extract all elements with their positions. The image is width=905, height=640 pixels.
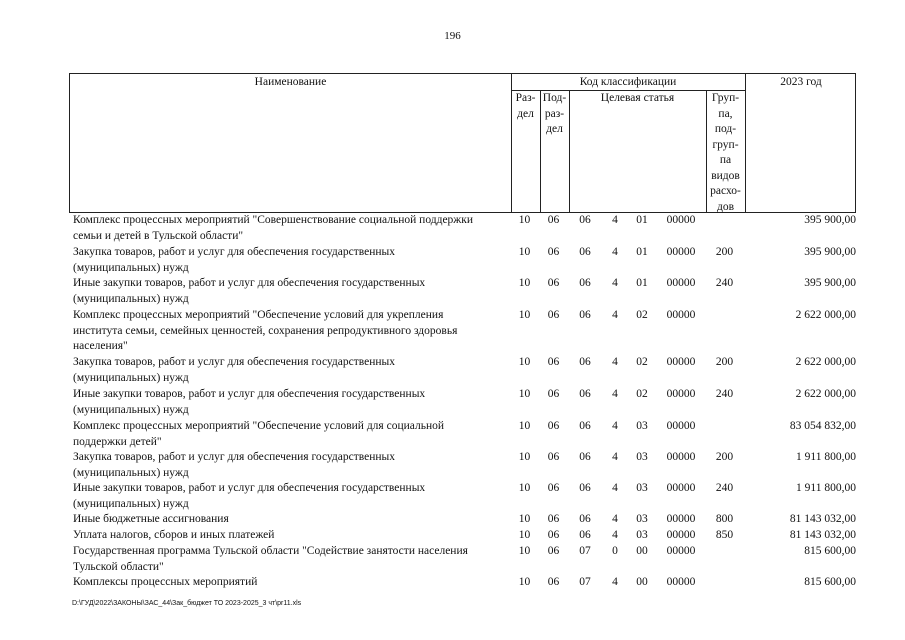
- cell-target-4: 00000: [666, 513, 696, 525]
- cell-razdel: 10: [518, 388, 531, 400]
- table-row: [69, 387, 856, 419]
- row-name: Государственная программа Тульской области "Содействие занятости населения Тульской области": [73, 545, 468, 573]
- cell-razdel: 10: [518, 309, 531, 321]
- table-row: [69, 528, 856, 544]
- cell-target-1: 06: [579, 246, 591, 258]
- cell-amount: 1 911 800,00: [796, 482, 856, 494]
- cell-target-1: 06: [579, 214, 591, 226]
- row-name: Иные закупки товаров, работ и услуг для обеспечения государственных (муниципальных) нужд: [73, 277, 426, 305]
- cell-target-4: 00000: [666, 529, 696, 541]
- cell-podrazdel: 06: [547, 214, 560, 226]
- cell-target-2: 4: [612, 214, 618, 226]
- table-row: [69, 575, 856, 591]
- cell-amount: 815 600,00: [804, 545, 856, 557]
- header-divider: [569, 90, 570, 212]
- header-group: Груп- па, под- груп- па видов расхо- дов: [710, 92, 741, 213]
- cell-target-2: 4: [612, 388, 618, 400]
- cell-target-1: 06: [579, 388, 591, 400]
- cell-razdel: 10: [518, 214, 531, 226]
- cell-target-3: 00: [636, 545, 648, 557]
- cell-amount: 1 911 800,00: [796, 451, 856, 463]
- cell-podrazdel: 06: [547, 420, 560, 432]
- cell-target-2: 4: [612, 451, 618, 463]
- cell-target-2: 4: [612, 482, 618, 494]
- cell-target-4: 00000: [666, 451, 696, 463]
- table-header: [69, 73, 856, 213]
- cell-target-2: 4: [612, 277, 618, 289]
- row-name: Комплекс процессных мероприятий "Обеспечение условий для социальной поддержки детей": [73, 420, 444, 448]
- cell-target-1: 06: [579, 356, 591, 368]
- cell-razdel: 10: [518, 246, 531, 258]
- cell-podrazdel: 06: [547, 277, 560, 289]
- cell-target-4: 00000: [666, 545, 696, 557]
- cell-amount: 2 622 000,00: [795, 388, 856, 400]
- cell-razdel: 10: [518, 576, 531, 588]
- cell-razdel: 10: [518, 482, 531, 494]
- table-row: [69, 355, 856, 387]
- cell-group: 200: [715, 451, 734, 463]
- cell-target-1: 06: [579, 277, 591, 289]
- cell-amount: 815 600,00: [804, 576, 856, 588]
- cell-podrazdel: 06: [547, 482, 560, 494]
- table-row: [69, 308, 856, 355]
- cell-amount: 81 143 032,00: [789, 513, 856, 525]
- cell-podrazdel: 06: [547, 246, 560, 258]
- row-name: Уплата налогов, сборов и иных платежей: [73, 529, 275, 541]
- cell-amount: 2 622 000,00: [795, 309, 856, 321]
- page-number: 196: [444, 30, 461, 42]
- cell-amount: 395 900,00: [804, 214, 856, 226]
- cell-target-4: 00000: [666, 246, 696, 258]
- cell-target-1: 07: [579, 576, 591, 588]
- table-row: [69, 245, 856, 276]
- table-row: [69, 419, 856, 450]
- cell-target-3: 01: [636, 214, 648, 226]
- cell-podrazdel: 06: [547, 529, 560, 541]
- cell-group: 850: [715, 529, 734, 541]
- cell-target-4: 00000: [666, 388, 696, 400]
- cell-razdel: 10: [518, 545, 531, 557]
- cell-target-1: 06: [579, 482, 591, 494]
- cell-razdel: 10: [518, 420, 531, 432]
- header-year: 2023 год: [780, 76, 822, 88]
- cell-target-1: 06: [579, 451, 591, 463]
- table-row: [69, 276, 856, 308]
- cell-razdel: 10: [518, 451, 531, 463]
- cell-target-2: 0: [612, 545, 618, 557]
- cell-podrazdel: 06: [547, 451, 560, 463]
- cell-razdel: 10: [518, 277, 531, 289]
- cell-target-3: 03: [636, 529, 648, 541]
- cell-razdel: 10: [518, 529, 531, 541]
- cell-target-3: 02: [636, 388, 648, 400]
- table-row: [69, 450, 856, 481]
- cell-razdel: 10: [518, 356, 531, 368]
- cell-podrazdel: 06: [547, 545, 560, 557]
- cell-target-1: 06: [579, 529, 591, 541]
- cell-razdel: 10: [518, 513, 531, 525]
- cell-target-3: 02: [636, 356, 648, 368]
- cell-amount: 2 622 000,00: [795, 356, 856, 368]
- file-path-footer: D:\ГУД\2022\ЗАКОНЫ\ЗАС_44\Зак_бюджет ТО 2023-2025_3 чт\pr11.xls: [72, 600, 302, 607]
- row-name: Закупка товаров, работ и услуг для обеспечения государственных (муниципальных) нужд: [73, 356, 396, 384]
- cell-target-3: 03: [636, 451, 648, 463]
- cell-target-2: 4: [612, 309, 618, 321]
- cell-target-2: 4: [612, 356, 618, 368]
- table-row: [69, 544, 856, 575]
- cell-target-3: 02: [636, 309, 648, 321]
- cell-podrazdel: 06: [547, 356, 560, 368]
- table-body: [69, 213, 856, 591]
- cell-target-4: 00000: [666, 576, 696, 588]
- cell-target-1: 07: [579, 545, 591, 557]
- cell-group: 200: [715, 246, 734, 258]
- cell-target-2: 4: [612, 529, 618, 541]
- header-name: Наименование: [254, 76, 327, 88]
- cell-group: 240: [715, 388, 734, 400]
- row-name: Комплексы процессных мероприятий: [73, 576, 258, 588]
- cell-group: 240: [715, 277, 734, 289]
- cell-target-3: 01: [636, 277, 648, 289]
- cell-target-1: 06: [579, 309, 591, 321]
- row-name: Закупка товаров, работ и услуг для обеспечения государственных (муниципальных) нужд: [73, 451, 396, 479]
- header-razdel: Раз- дел: [515, 92, 536, 120]
- cell-target-2: 4: [612, 576, 618, 588]
- table-row: [69, 512, 856, 528]
- cell-group: 200: [715, 356, 734, 368]
- cell-podrazdel: 06: [547, 388, 560, 400]
- cell-target-3: 00: [636, 576, 648, 588]
- header-podrazdel: Под- раз- дел: [542, 92, 567, 135]
- cell-target-3: 01: [636, 246, 648, 258]
- cell-podrazdel: 06: [547, 576, 560, 588]
- cell-podrazdel: 06: [547, 513, 560, 525]
- row-name: Иные бюджетные ассигнования: [73, 513, 229, 525]
- cell-amount: 395 900,00: [804, 277, 856, 289]
- cell-group: 240: [715, 482, 734, 494]
- cell-amount: 83 054 832,00: [789, 420, 856, 432]
- cell-target-1: 06: [579, 420, 591, 432]
- row-name: Комплекс процессных мероприятий "Совершенствование социальной поддержки семьи и детей в Тульской области": [73, 214, 473, 242]
- cell-target-3: 03: [636, 513, 648, 525]
- cell-target-3: 03: [636, 482, 648, 494]
- cell-amount: 81 143 032,00: [789, 529, 856, 541]
- cell-target-4: 00000: [666, 214, 696, 226]
- row-name: Комплекс процессных мероприятий "Обеспечение условий для укрепления института семьи, семейных ценностей, сохранения репродуктивного здоровья населения": [73, 309, 458, 352]
- cell-target-1: 06: [579, 513, 591, 525]
- header-target: Целевая статья: [600, 92, 675, 104]
- cell-target-3: 03: [636, 420, 648, 432]
- cell-target-2: 4: [612, 513, 618, 525]
- cell-target-4: 00000: [666, 356, 696, 368]
- cell-target-2: 4: [612, 246, 618, 258]
- cell-target-4: 00000: [666, 482, 696, 494]
- cell-target-4: 00000: [666, 309, 696, 321]
- header-divider: [745, 74, 746, 212]
- cell-podrazdel: 06: [547, 309, 560, 321]
- table-row: [69, 213, 856, 245]
- row-name: Закупка товаров, работ и услуг для обеспечения государственных (муниципальных) нужд: [73, 246, 396, 274]
- cell-amount: 395 900,00: [804, 246, 856, 258]
- row-name: Иные закупки товаров, работ и услуг для обеспечения государственных (муниципальных) нужд: [73, 482, 426, 510]
- table-row: [69, 481, 856, 512]
- cell-target-2: 4: [612, 420, 618, 432]
- cell-group: 800: [715, 513, 734, 525]
- cell-target-4: 00000: [666, 277, 696, 289]
- row-name: Иные закупки товаров, работ и услуг для обеспечения государственных (муниципальных) нужд: [73, 388, 426, 416]
- header-classification: Код классификации: [579, 76, 677, 88]
- cell-target-4: 00000: [666, 420, 696, 432]
